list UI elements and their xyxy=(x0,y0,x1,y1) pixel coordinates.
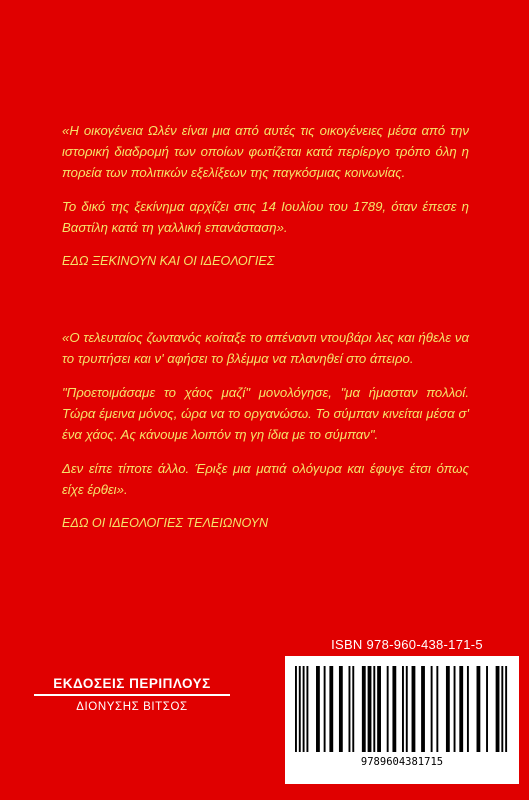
barcode-bar xyxy=(459,666,463,752)
blurb-tagline: ΕΔΩ ΟΙ ΙΔΕΟΛΟΓΙΕΣ ΤΕΛΕΙΩΝΟΥΝ xyxy=(62,516,269,530)
barcode-bar xyxy=(402,666,404,752)
blurb-paragraph: Δεν είπε τίποτε άλλο. Έριξε μια ματιά ολόγυρα και έφυγε έτσι όπως είχε έρθει». xyxy=(62,461,469,497)
barcode-bar xyxy=(316,666,320,752)
blurb-paragraph: Το δικό της ξεκίνημα αρχίζει στις 14 Ιουλίου του 1789, όταν έπεσε η Βαστίλη κατά τη γαλλική επανάσταση». xyxy=(62,199,469,235)
barcode-bar xyxy=(373,666,375,752)
blurb-block-second xyxy=(62,327,469,547)
barcode-bar xyxy=(324,666,326,752)
barcode-bar xyxy=(368,666,372,752)
barcode-bar xyxy=(362,666,366,752)
barcode-bar xyxy=(303,666,305,752)
barcode-bar xyxy=(295,666,297,752)
barcode-bar xyxy=(421,666,425,752)
barcode-bar xyxy=(496,666,500,752)
publisher-person: ΔΙΟΝΥΣΗΣ ΒΙΤΣΟΣ xyxy=(76,701,188,713)
isbn-label: ISBN 978-960-438-171-5 xyxy=(331,637,483,652)
barcode-bar xyxy=(349,666,351,752)
barcode-bar xyxy=(446,666,450,752)
barcode-bar xyxy=(454,666,456,752)
barcode-bar xyxy=(431,666,433,752)
blurb-paragraph: «Ο τελευταίος ζωντανός κοίταξε το απέναντι ντουβάρι λες και ήθελε να το τρυπήσει και ν' αφήσει το βλέμμα να πλανηθεί στο άπειρο. xyxy=(62,330,469,366)
publisher-imprint xyxy=(34,676,230,713)
barcode-bar xyxy=(377,666,381,752)
blurb-tagline: ΕΔΩ ΞΕΚΙΝΟΥΝ ΚΑΙ ΟΙ ΙΔΕΟΛΟΓΙΕΣ xyxy=(62,254,275,268)
barcode-bar xyxy=(501,666,503,752)
barcode-bar xyxy=(436,666,438,752)
blurb-paragraph: "Προετοιμάσαμε το χάος μαζί" μονολόγησε, "μα ήμασταν πολλοί. Τώρα έμεινα μόνος, ώρα να το οργανώσω. Το σύμπαν κινείται μέσα σ' ένα χάος. Ας κάνουμε λοιπόν τη γη ίδια με το σύμπαν". xyxy=(62,385,469,442)
barcode-bar xyxy=(486,666,488,752)
barcode-bar xyxy=(299,666,301,752)
barcode-number: 9789604381715 xyxy=(360,756,444,768)
barcode-bar xyxy=(505,666,507,752)
barcode-bar xyxy=(412,666,416,752)
barcode xyxy=(285,656,519,784)
barcode-bar xyxy=(352,666,354,752)
blurb-block-first xyxy=(62,120,469,285)
barcode-bar xyxy=(392,666,396,752)
barcode-bar xyxy=(477,666,481,752)
barcode-bars xyxy=(295,666,509,752)
barcode-bar xyxy=(306,666,308,752)
barcode-bar xyxy=(467,666,469,752)
barcode-bar xyxy=(339,666,343,752)
barcode-bar xyxy=(387,666,389,752)
barcode-bar xyxy=(329,666,333,752)
blurb-paragraph: «Η οικογένεια Ωλέν είναι μια από αυτές τις οικογένειες μέσα από την ιστορική διαδρομή των οποίων φωτίζεται κατά περίεργο τρόπο όλη η πορεία των πολιτικών εξελίξεων της παγκόσμιας κοινωνίας. xyxy=(62,123,469,180)
publisher-name: ΕΚΔΟΣΕΙΣ ΠΕΡΙΠΛΟΥΣ xyxy=(34,676,230,696)
barcode-bar xyxy=(406,666,408,752)
